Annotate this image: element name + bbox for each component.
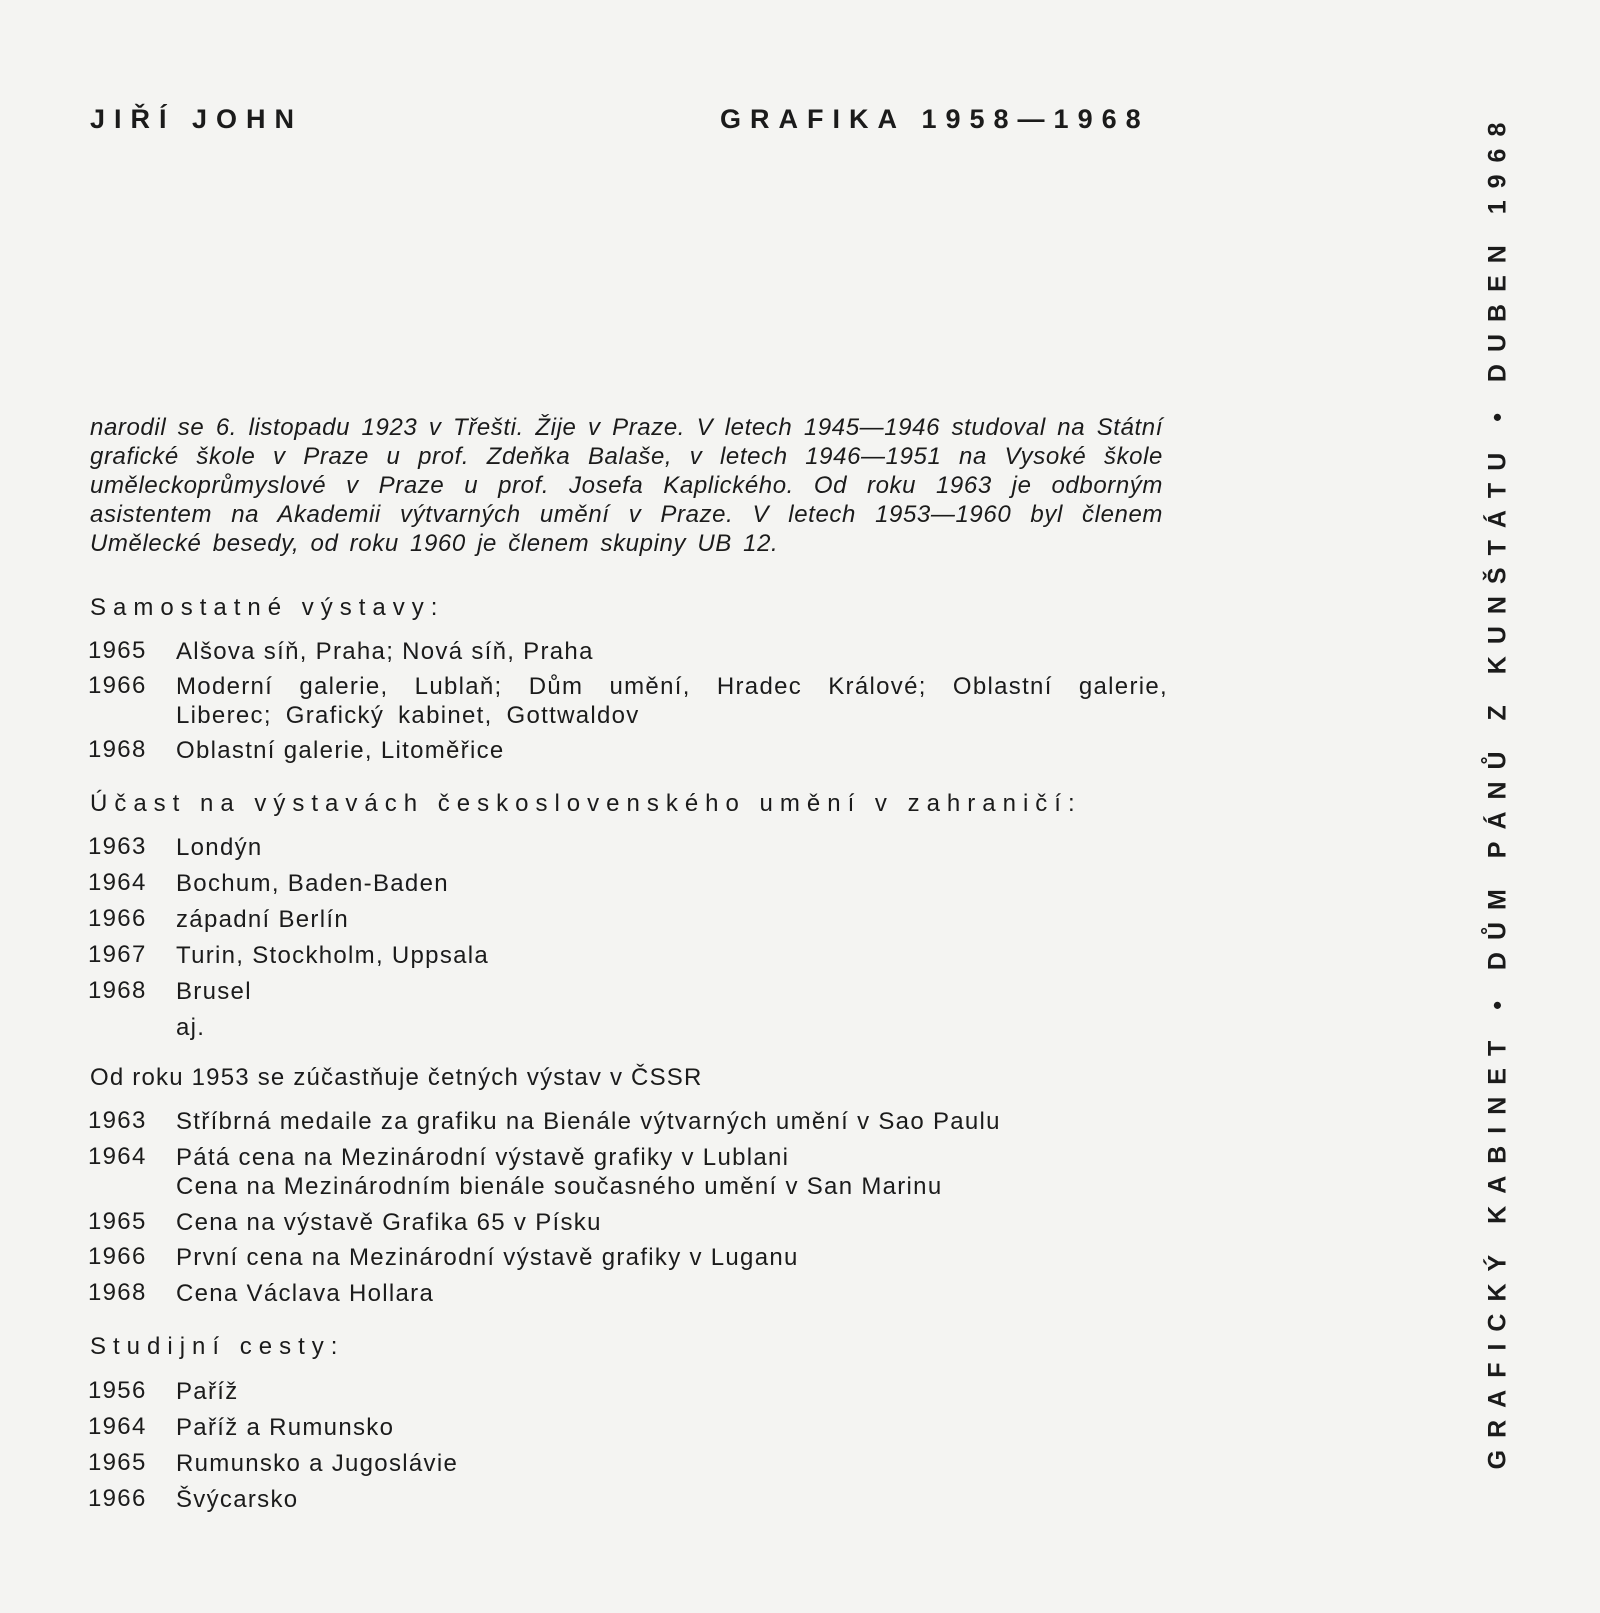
year: 1966 (88, 672, 147, 699)
study-trips-heading: Studijní cesty: (90, 1333, 345, 1360)
exhibition-title: GRAFIKA 1958—1968 (720, 104, 1150, 134)
entry-text: aj. (176, 1014, 206, 1041)
year: 1965 (88, 1449, 147, 1476)
entry-text: Cena Václava Hollara (176, 1280, 435, 1307)
entry-text: Rumunsko a Jugoslávie (176, 1450, 459, 1477)
awards-heading: Od roku 1953 se zúčastňuje četných výstav v ČSSR (90, 1064, 703, 1091)
year: 1966 (88, 905, 147, 932)
entry-text: Londýn (176, 834, 263, 861)
entry-text: První cena na Mezinárodní výstavě grafiky v Luganu (176, 1244, 799, 1271)
entry-text: Paříž a Rumunsko (176, 1414, 395, 1441)
year: 1965 (88, 1208, 147, 1235)
entry-text: Turin, Stockholm, Uppsala (176, 942, 490, 969)
year: 1964 (88, 869, 147, 896)
year: 1965 (88, 637, 147, 664)
entry-text: Alšova síň, Praha; Nová síň, Praha (176, 638, 594, 665)
entry-text: Švýcarsko (176, 1486, 299, 1513)
year: 1966 (88, 1485, 147, 1512)
year: 1963 (88, 1107, 147, 1134)
year: 1968 (88, 977, 147, 1004)
vertical-venue-caption: GRAFICKÝ KABINET • DŮM PÁNŮ Z KUNŠTÁTU • DUBEN 1968 (1483, 110, 1512, 1470)
entry-text: Stříbrná medaile za grafiku na Bienále výtvarných umění v Sao Paulu (176, 1108, 1001, 1135)
biography-paragraph: narodil se 6. listopadu 1923 v Třešti. Žije v Praze. V letech 1945—1946 studoval na Státní grafické škole v Praze u prof. Zdeňka Balaše, v letech 1946—1951 na Vysoké škole uměleckoprůmyslové v Praze u prof. Josefa Kaplického. Od roku 1963 je odborným asistentem na Akademii výtvarných umění v Praze. V letech 1953—1960 byl členem Umělecké besedy, od roku 1960 je členem skupiny UB 12. (90, 414, 1163, 557)
abroad-exhibitions-heading: Účast na výstavách československého umění v zahraničí: (90, 790, 1082, 817)
year: 1968 (88, 1279, 147, 1306)
entry-text: Oblastní galerie, Litoměřice (176, 737, 505, 764)
entry-text: západní Berlín (176, 906, 349, 933)
entry-text: Pátá cena na Mezinárodní výstavě grafiky v Lublani Cena na Mezinárodním bienále současného umění v San Marinu (176, 1144, 943, 1200)
year: 1967 (88, 941, 147, 968)
year: 1964 (88, 1143, 147, 1170)
entry-text: Bochum, Baden-Baden (176, 870, 449, 897)
entry-text: Cena na výstavě Grafika 65 v Písku (176, 1209, 602, 1236)
solo-exhibitions-heading: Samostatné výstavy: (90, 594, 445, 621)
author-name: JIŘÍ JOHN (90, 104, 304, 134)
entry-text: Paříž (176, 1378, 239, 1405)
year: 1956 (88, 1377, 147, 1404)
year: 1968 (88, 736, 147, 763)
year: 1963 (88, 833, 147, 860)
entry-text: Brusel (176, 978, 252, 1005)
year: 1964 (88, 1413, 147, 1440)
entry-text: Moderní galerie, Lublaň; Dům umění, Hradec Králové; Oblastní galerie, Liberec; Grafický kabinet, Gottwaldov (176, 673, 1168, 729)
year: 1966 (88, 1243, 147, 1270)
